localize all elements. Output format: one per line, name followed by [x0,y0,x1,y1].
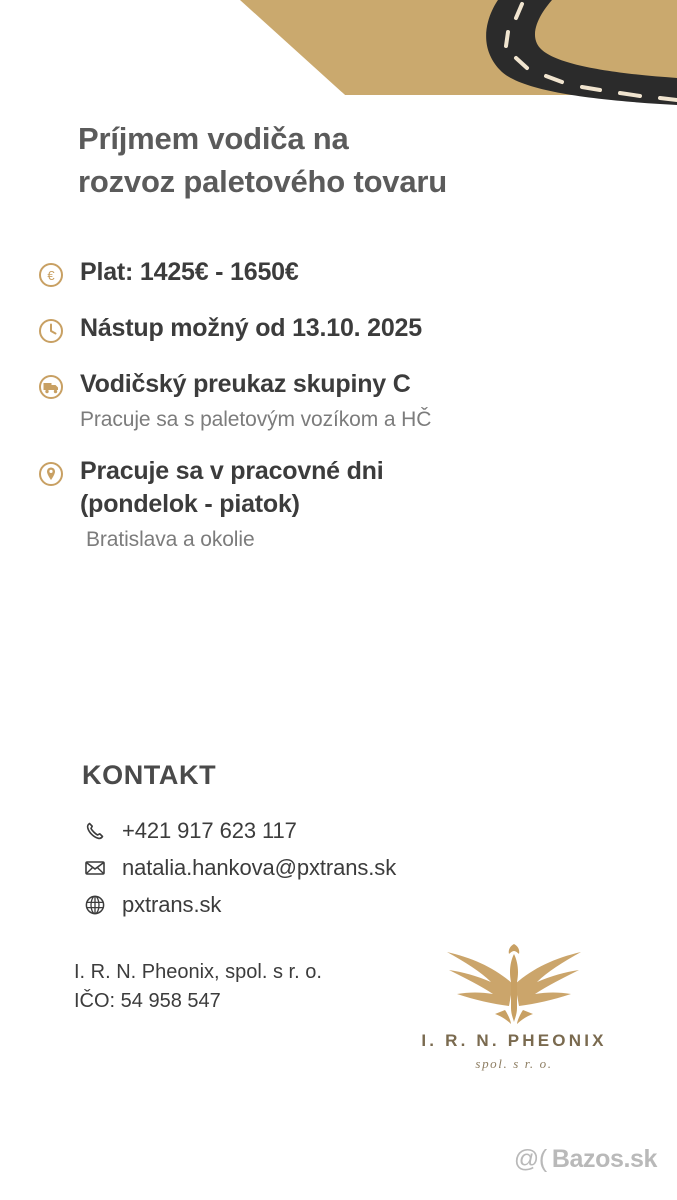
logo-company-subtitle: spol. s r. o. [475,1056,553,1071]
list-item-label-line-1: Pracuje sa v pracovné dni [80,457,384,486]
watermark-text: Bazos.sk [551,1145,657,1173]
headline-line-1: Príjmem vodiča na [78,121,349,156]
contact-email-row[interactable] [82,855,602,881]
globe-icon [82,892,108,918]
company-name: I. R. N. Pheonix, spol. s r. o. [74,961,322,983]
list-item-label-line-2: (pondelok - piatok) [80,490,300,519]
contact-phone-row[interactable] [82,818,602,844]
phoenix-bird-icon [394,938,634,1029]
bazos-watermark [514,1145,657,1174]
svg-text:€: € [47,268,55,283]
offer-details-list [36,256,656,576]
list-item [36,455,656,553]
top-road-banner [0,0,677,122]
contact-phone-value: +421 917 623 117 [122,818,297,843]
logo-company-name: I. R. N. PHEONIX [421,1031,607,1050]
envelope-icon [82,855,108,881]
contact-email-value: natalia.hankova@pxtrans.sk [122,855,397,880]
list-item [36,256,656,290]
contact-heading: KONTAKT [82,760,217,790]
list-item [36,368,656,433]
watermark-mark: @( [513,1145,547,1173]
location-pin-icon [36,459,66,489]
page-title [78,118,638,204]
euro-coin-icon [36,260,66,290]
truck-icon [36,372,66,402]
contact-list [82,818,602,929]
clock-icon [36,316,66,346]
contact-website-value: pxtrans.sk [122,892,222,917]
list-item-label: Nástup možný od 13.10. 2025 [80,314,422,342]
list-item-label: Plat: 1425€ - 1650€ [80,258,299,286]
list-item-label: Vodičský preukaz skupiny C [80,370,411,398]
contact-website-row[interactable] [82,892,602,918]
company-details [74,958,322,1016]
phone-icon [82,818,108,844]
company-ico: IČO: 54 958 547 [74,990,221,1012]
list-item-subtext: Pracuje sa s paletovým vozíkom a HČ [80,408,432,431]
list-item-subtext: Bratislava a okolie [86,528,255,552]
list-item [36,312,656,346]
headline-line-2: rozvoz paletového tovaru [78,163,447,199]
company-logo [394,938,634,1072]
